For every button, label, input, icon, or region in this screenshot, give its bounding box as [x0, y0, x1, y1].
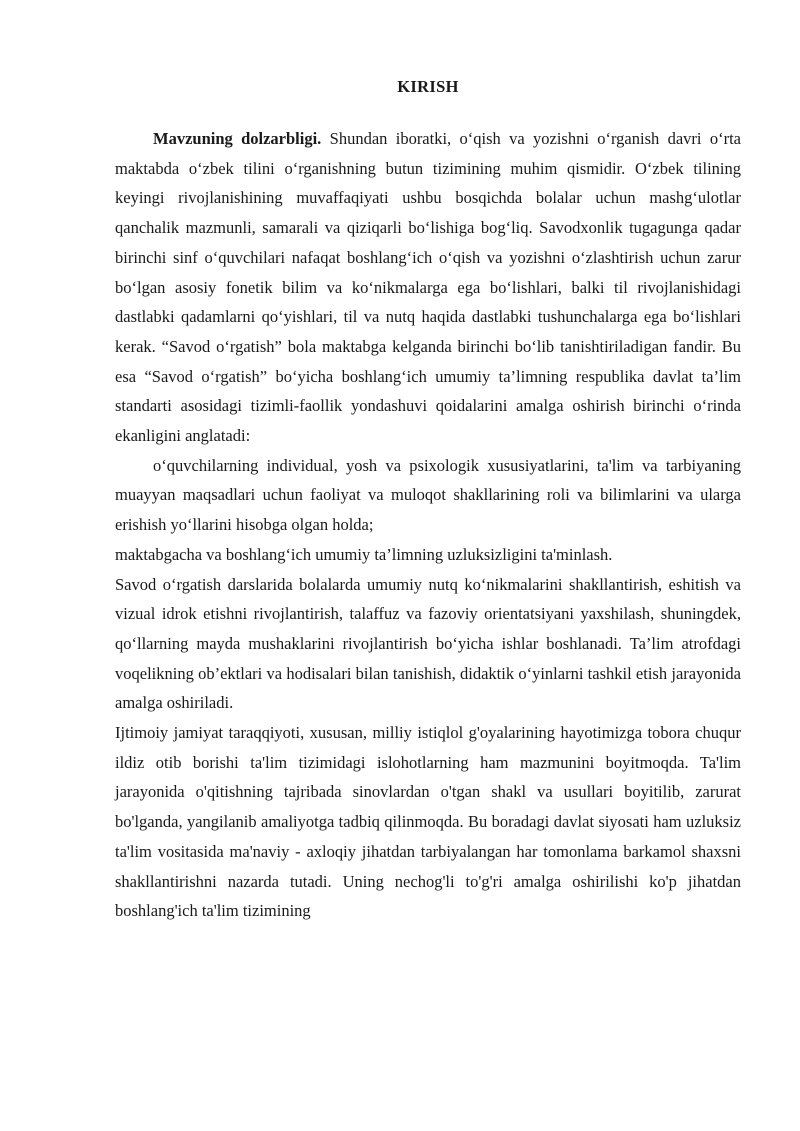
- paragraph-continuity: maktabgacha va boshlang‘ich umumiy ta’limning uzluksizligini ta'minlash.: [115, 544, 613, 564]
- section-lead-heading: Mavzuning dolzarbligi.: [153, 129, 322, 148]
- paragraph-literacy-lessons: Savod o‘rgatish darslarida bolalarda umumiy nutq ko‘nikmalarini shakllantirish, eshitish va vizual idrok etishni rivojlantirish, talaffuz va fazoviy orientatsiyani yaxshilash, shuningdek, qo‘llarning mayda mushaklarini rivojlantirish bo‘yicha ishlar boshlanadi. Ta’lim atrofdagi voqelikning ob’ektlari va hodisalari bilan tanishish, didaktik o‘yinlarni tashkil etish jarayonida amalga oshiriladi.: [115, 574, 741, 713]
- page-title: KIRISH: [397, 77, 459, 96]
- document-page: [115, 72, 741, 926]
- paragraph-relevance: [115, 124, 741, 451]
- paragraph-students-features: o‘quvchilarning individual, yosh va psixologik xususiyatlarini, ta'lim va tarbiyaning muayyan maqsadlari uchun faoliyat va muloqot shakllarining roli va bilimlarini va ularga erishish yo‘llarini hisobga olgan holda;: [115, 455, 741, 535]
- paragraph-social-development: Ijtimoiy jamiyat taraqqiyoti, xususan, milliy istiqlol g'oyalarining hayotimizga tobora chuqur ildiz otib borishi ta'lim tizimidagi islohotlarning ham mazmunini boyitmoqda. Ta'lim jarayonida o'qitishning tajribada sinovlardan o'tgan shakl va usullari boyitilib, zarurat bo'lganda, yangilanib amaliyotga tadbiq qilinmoqda. Bu boradagi davlat siyosati ham uzluksiz ta'lim vositasida ma'naviy - axloqiy jihatdan tarbiyalangan har tomonlama barkamol shaxsni shakllantirishni nazarda tutadi. Uning nechog'li to'g'ri amalga oshirilishi ko'p jihatdan boshlang'ich ta'lim tizimining: [115, 723, 741, 921]
- paragraph-relevance-text: Shundan iboratki, o‘qish va yozishni o‘rganish davri o‘rta maktabda o‘zbek tilini o‘rganishning butun tizimining muhim qismidir. O‘zbek tilining keyingi rivojlanishining muvaffaqiyati ushbu bosqichda bolalar uchun mashg‘ulotlar qanchalik mazmunli, samarali va qiziqarli bo‘lishiga bog‘liq. Savodxonlik tugagunga qadar birinchi sinf o‘quvchilari nafaqat boshlang‘ich o‘qish va yozishni o‘zlashtirish uchun zarur bo‘lgan asosiy fonetik bilim va ko‘nikmalarga ega bo‘lishlari, balki til rivojlanishidagi dastlabki qadamlarni qo‘yishlari, til va nutq haqida dastlabki tushunchalarga ega bo‘lishlari kerak. “Savod o‘rgatish” bola maktabga kelganda birinchi bo‘lib tanishtiriladigan fandir. Bu esa “Savod o‘rgatish” bo‘yicha boshlang‘ich umumiy ta’limning respublika davlat ta’lim standarti asosidagi tizimli-faollik yondashuvi qoidalarini amalga oshirish birinchi o‘rinda ekanligini anglatadi:: [115, 129, 741, 446]
